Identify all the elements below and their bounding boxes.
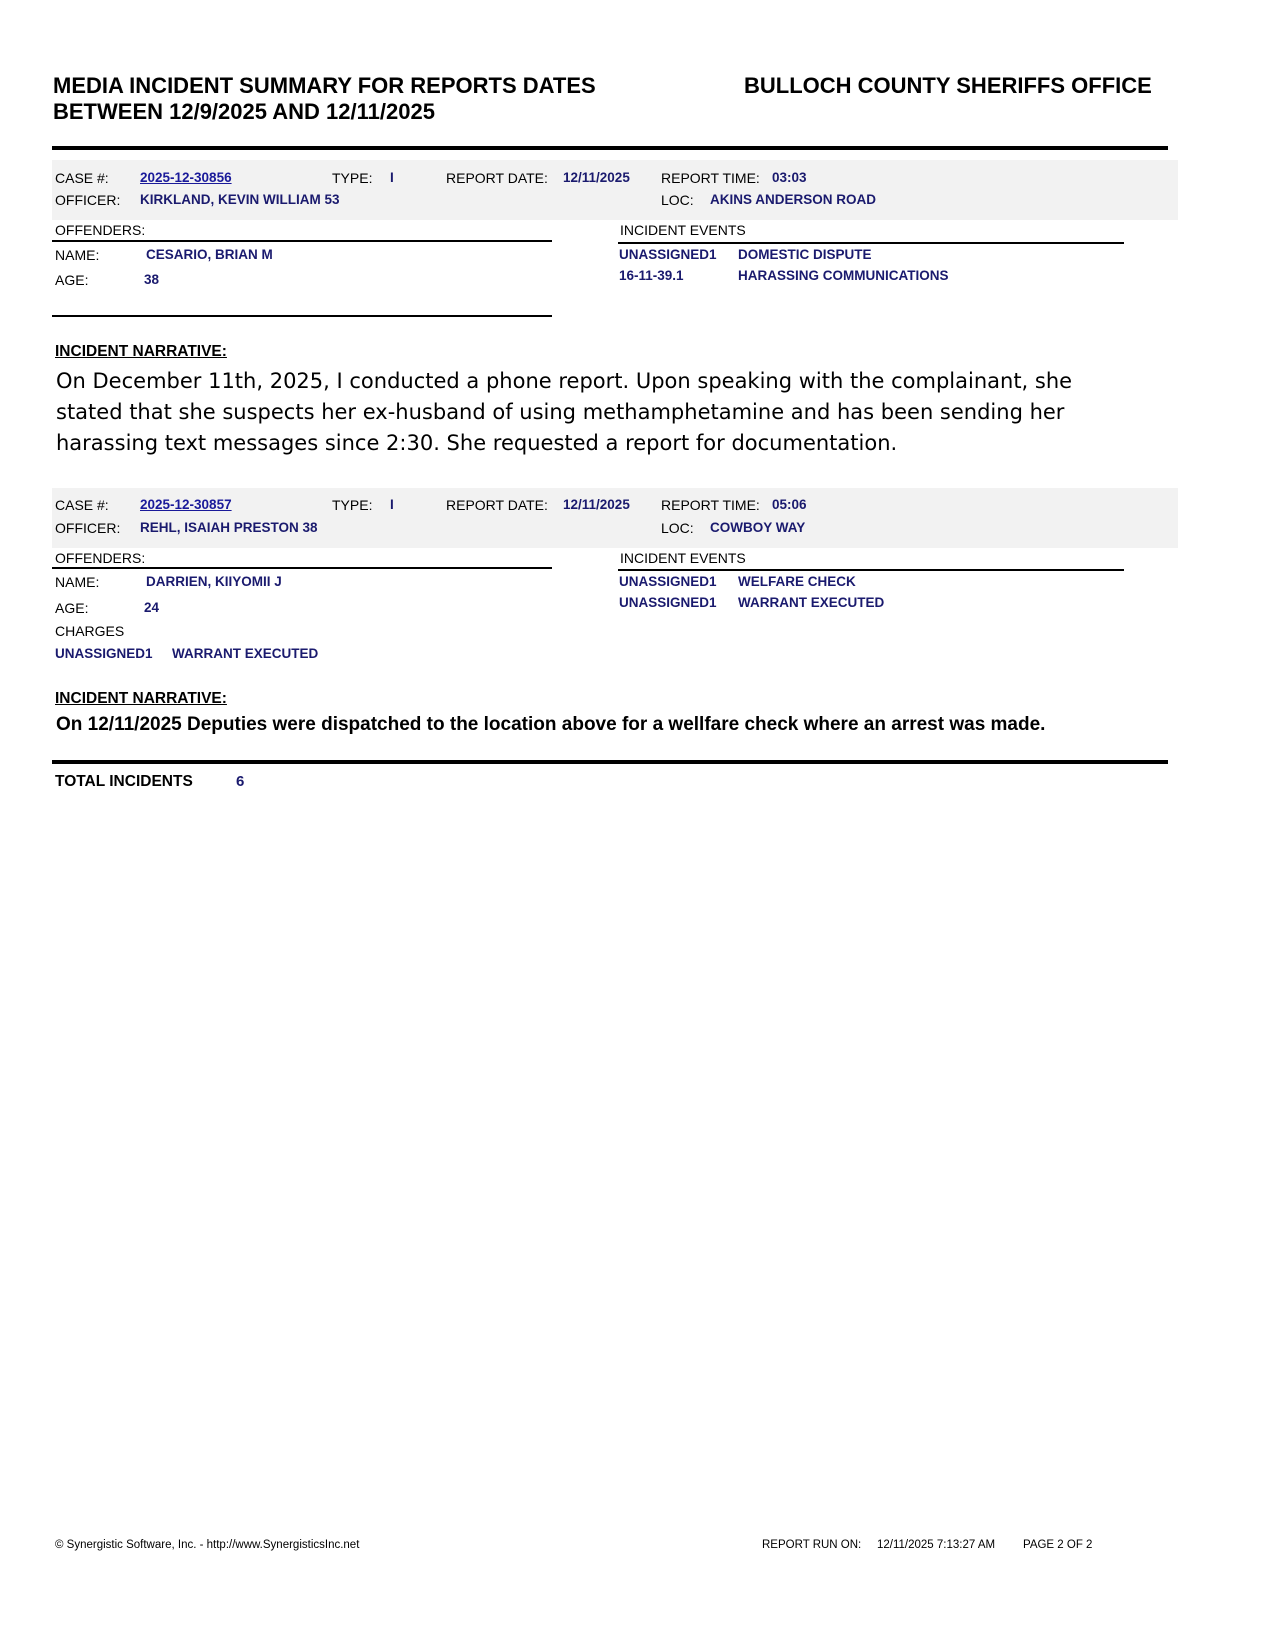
event-code: 16-11-39.1 (619, 268, 684, 283)
report-run-value: 12/11/2025 7:13:27 AM (877, 1539, 996, 1551)
incident-events-underline (618, 569, 1124, 571)
officer-label: OFFICER: (55, 520, 121, 536)
offender-age: 38 (144, 272, 160, 287)
event-code: UNASSIGNED1 (619, 574, 717, 589)
agency-name: BULLOCH COUNTY SHERIFFS OFFICE (744, 73, 1152, 98)
event-description: WELFARE CHECK (738, 574, 856, 589)
incident-1-info-band (52, 160, 1178, 220)
charge-description: WARRANT EXECUTED (172, 646, 319, 661)
report-time-value: 05:06 (772, 497, 807, 512)
event-code: UNASSIGNED1 (619, 247, 717, 262)
incident-events-underline (618, 242, 1124, 244)
case-number-link[interactable]: 2025-12-30856 (140, 170, 232, 185)
narrative-title: INCIDENT NARRATIVE: (55, 690, 227, 707)
narrative-title: INCIDENT NARRATIVE: (55, 343, 227, 360)
name-label: NAME: (55, 574, 100, 590)
charges-label: CHARGES (55, 623, 125, 639)
age-label: AGE: (55, 272, 89, 288)
loc-label: LOC: (661, 520, 694, 536)
officer-label: OFFICER: (55, 192, 121, 208)
case-number-link[interactable]: 2025-12-30857 (140, 497, 232, 512)
report-time-value: 03:03 (772, 170, 807, 185)
charge-code: UNASSIGNED1 (55, 646, 153, 661)
loc-label: LOC: (661, 192, 694, 208)
offenders-label: OFFENDERS: (55, 550, 146, 566)
page-number: PAGE 2 OF 2 (1023, 1539, 1093, 1551)
age-label: AGE: (55, 600, 89, 616)
report-time-label: REPORT TIME: (661, 497, 760, 513)
narrative-text: On 12/11/2025 Deputies were dispatched to the location above for a wellfare check where an arrest was made. (56, 714, 1046, 735)
event-code: UNASSIGNED1 (619, 595, 717, 610)
offenders-underline (52, 240, 552, 242)
event-description: WARRANT EXECUTED (738, 595, 885, 610)
header-divider (52, 146, 1168, 150)
type-label: TYPE: (332, 170, 373, 186)
incident-events-label: INCIDENT EVENTS (620, 550, 746, 566)
loc-value: AKINS ANDERSON ROAD (710, 192, 877, 207)
footer-copyright: © Synergistic Software, Inc. - http://www.SynergisticsInc.net (55, 1539, 360, 1551)
offender-name: CESARIO, BRIAN M (146, 247, 273, 262)
officer-value: REHL, ISAIAH PRESTON 38 (140, 520, 318, 535)
report-title-line2: BETWEEN 12/9/2025 AND 12/11/2025 (53, 99, 435, 124)
report-date-value: 12/11/2025 (563, 497, 630, 512)
summary-divider (52, 760, 1168, 764)
type-value: I (390, 170, 394, 185)
report-run-label: REPORT RUN ON: (762, 1539, 862, 1551)
type-label: TYPE: (332, 497, 373, 513)
narrative-text: On December 11th, 2025, I conducted a phone report. Upon speaking with the complainant, she stated that she suspects her ex-husband of using methamphetamine and has been sending her harassing text messages since 2:30. She requested a report for documentation. (56, 369, 1073, 455)
event-description: HARASSING COMMUNICATIONS (738, 268, 949, 283)
report-date-label: REPORT DATE: (446, 497, 548, 513)
offenders-underline (52, 567, 552, 569)
name-label: NAME: (55, 247, 100, 263)
offender-name: DARRIEN, KIIYOMII J (146, 574, 282, 589)
report-date-value: 12/11/2025 (563, 170, 630, 185)
type-value: I (390, 497, 394, 512)
case-label: CASE #: (55, 170, 109, 186)
event-description: DOMESTIC DISPUTE (738, 247, 872, 262)
report-date-label: REPORT DATE: (446, 170, 548, 186)
officer-value: KIRKLAND, KEVIN WILLIAM 53 (140, 192, 340, 207)
offenders-label: OFFENDERS: (55, 222, 146, 238)
offenders-bottom-rule (52, 315, 552, 317)
offender-age: 24 (144, 600, 160, 615)
case-label: CASE #: (55, 497, 109, 513)
loc-value: COWBOY WAY (710, 520, 806, 535)
total-incidents-value: 6 (236, 773, 245, 790)
total-incidents-label: TOTAL INCIDENTS (55, 773, 193, 790)
report-title-line1: MEDIA INCIDENT SUMMARY FOR REPORTS DATES (53, 73, 596, 98)
report-time-label: REPORT TIME: (661, 170, 760, 186)
incident-events-label: INCIDENT EVENTS (620, 222, 746, 238)
